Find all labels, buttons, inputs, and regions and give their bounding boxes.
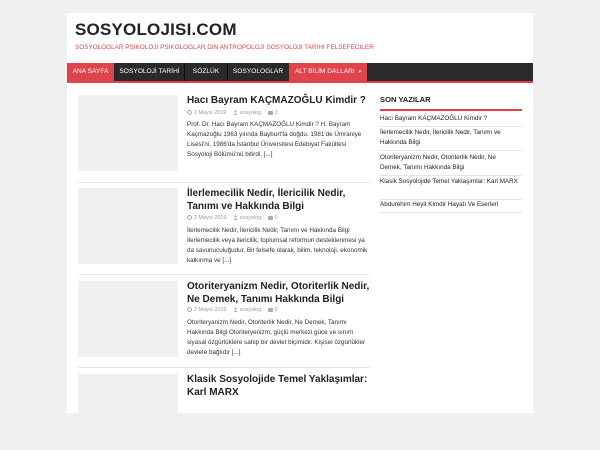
post-comments[interactable]: 0	[274, 215, 278, 221]
post-title[interactable]: Hacı Bayram KAÇMAZOĞLU Kimdir ?	[187, 95, 366, 106]
comment-icon	[268, 216, 273, 220]
sidebar-recent-post[interactable]: İlerlemecilik Nedir, İlericilik Nedir, Tanımı ve Hakkında Bilgi	[380, 129, 501, 146]
user-icon	[233, 307, 238, 312]
post-author[interactable]: sosyolog	[239, 307, 262, 313]
post-date: 2 Mayıs 2019	[194, 307, 227, 313]
sidebar-recent-post[interactable]: Abdurehim Heyit Kimdir Hayatı Ve Eserleri	[380, 201, 499, 208]
nav-item-alt-bilim-dallari[interactable]	[289, 63, 367, 81]
post-meta	[187, 215, 278, 221]
post-date: 2 Mayıs 2019	[194, 215, 227, 221]
post-title[interactable]: İlerlemecilik Nedir, İlericilik Nedir, Tanımı ve Hakkında Bilgi	[187, 188, 346, 212]
nav-item-sosyologlar[interactable]: SOSYOLOGLAR	[232, 68, 284, 75]
sidebar-title: SON YAZILAR	[380, 95, 431, 104]
nav-underline	[67, 81, 533, 83]
clock-icon	[187, 110, 192, 115]
nav-item-sozluk[interactable]: SÖZLÜK	[192, 68, 220, 75]
nav-item-ana-sayfa[interactable]: ANA SAYFA	[67, 63, 114, 81]
nav-item-sosyoloji-tarihi[interactable]: SOSYOLOJİ TARİHİ	[119, 68, 180, 75]
sidebar-divider	[380, 150, 522, 151]
post-divider	[78, 367, 370, 368]
post-divider	[78, 182, 370, 183]
clock-icon	[187, 215, 192, 220]
sidebar-recent-post[interactable]: Hacı Bayram KAÇMAZOĞLU Kimdir ?	[380, 115, 488, 122]
clock-icon	[187, 307, 192, 312]
comment-icon	[268, 308, 273, 312]
sidebar-recent-post[interactable]: Otoriteryanizm Nedir, Otoriterlik Nedir, Ne Demek, Tanımı Hakkında Bilgi	[380, 154, 496, 171]
chevron-down-icon: ▾	[358, 69, 362, 75]
sidebar-divider	[380, 126, 522, 127]
user-icon	[233, 110, 238, 115]
site-title[interactable]: SOSYOLOJISI.COM	[75, 20, 237, 39]
sidebar-recent-post[interactable]: Klasik Sosyolojide Temel Yaklaşımlar: Karl MARX	[380, 178, 518, 185]
post-excerpt: Prof. Dr. Hacı Bayram KAÇMAZOĞLU Kimdir ? H. Bayram Kaçmazoğlu 1963 yılında Bayburt'ta doğdu. 1981'de Ümraniye Lisesi'ni, 1986'da İstanbul Üniversitesi Edebiyat Fakültesi Sosyoloji Bölümü'nü bitirdi. [...]	[187, 121, 362, 158]
sidebar-divider	[380, 175, 522, 176]
page-container	[67, 13, 533, 413]
sidebar-title-underline	[380, 109, 522, 111]
post-thumbnail[interactable]	[78, 188, 178, 264]
comment-icon	[268, 111, 273, 115]
post-thumbnail[interactable]	[78, 281, 178, 357]
post-excerpt: Otoriteryanizm Nedir, Otoriterlik Nedir, Ne Demek, Tanımı Hakkında Bilgi Otoriteryenizm, güçlü merkezi güce ve sınırlı siyasal özgürlüklere sahip bir devlet biçimidir. Kişisel özgürlükler devlete bağlıdır [...]	[187, 319, 366, 356]
post-author[interactable]: sosyolog	[239, 110, 262, 116]
main-nav	[67, 63, 533, 81]
post-meta	[187, 110, 278, 116]
user-icon	[233, 215, 238, 220]
post-meta	[187, 307, 278, 313]
post-comments[interactable]: 0	[274, 307, 278, 313]
post-comments[interactable]: 0	[274, 110, 278, 116]
nav-item-label: ALT BİLİM DALLARI	[294, 68, 355, 75]
post-title[interactable]: Otoriteryanizm Nedir, Otoriterlik Nedir, Ne Demek, Tanımı Hakkında Bilgi	[187, 281, 370, 305]
site-description: SOSYOLOGLAR PSIKOLOJI PSIKOLOGLAR DIN ANTROPOLOJI SOSYOLOJI TARIHI FELSEFECILER	[75, 44, 374, 51]
post-divider	[78, 274, 370, 275]
post-excerpt: İlerlemecilik Nedir, İlericilik Nedir, Tanımı ve Hakkında Bilgi İlerlemecilik veya ilericilik, toplumsal reformun desteklenmesi ya da savunuculuğudur. Bir felsefe olarak, bilim, teknoloji, ekonomik kalkınma ve [...]	[187, 227, 368, 264]
post-title[interactable]: Klasik Sosyolojide Temel Yaklaşımlar: Karl MARX	[187, 374, 368, 398]
post-thumbnail[interactable]	[78, 374, 178, 450]
post-date: 2 Mayıs 2019	[194, 110, 227, 116]
post-thumbnail[interactable]	[78, 95, 178, 171]
post-author[interactable]: sosyolog	[239, 215, 262, 221]
sidebar-divider	[380, 212, 522, 213]
